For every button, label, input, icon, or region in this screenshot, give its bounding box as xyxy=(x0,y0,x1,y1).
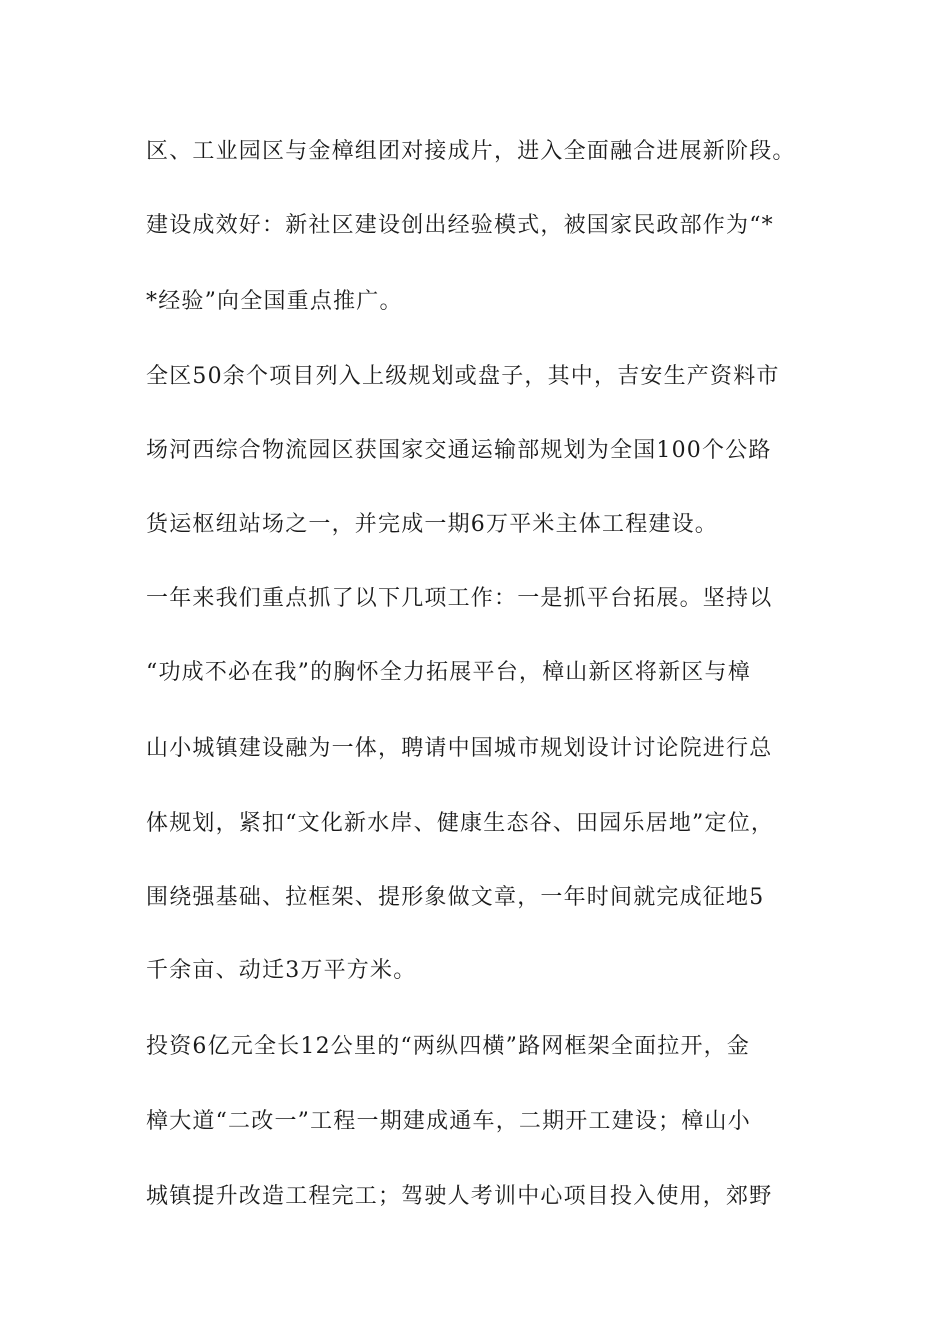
text-line: 一年来我们重点抓了以下几项工作：一是抓平台拓展。坚持以 xyxy=(146,586,773,611)
text-line: 千余亩、动迁3万平方米。 xyxy=(146,958,417,983)
text-line: 建设成效好：新社区建设创出经验模式，被国家民政部作为“* xyxy=(146,213,774,238)
text-line: 樟大道“二改一”工程一期建成通车，二期开工建设；樟山小 xyxy=(146,1109,751,1134)
text-line: *经验”向全国重点推广。 xyxy=(146,289,403,314)
text-line: 城镇提升改造工程完工；驾驶人考训中心项目投入使用，郊野 xyxy=(146,1184,773,1209)
text-line: 全区50余个项目列入上级规划或盘子，其中，吉安生产资料市 xyxy=(146,364,780,389)
text-line: 围绕强基础、拉框架、提形象做文章，一年时间就完成征地5 xyxy=(146,885,765,910)
text-line: 区、工业园区与金樟组团对接成片，进入全面融合进展新阶段。 xyxy=(146,139,796,164)
text-line: 货运枢纽站场之一，并完成一期6万平米主体工程建设。 xyxy=(146,512,718,537)
text-line: 体规划，紧扣“文化新水岸、健康生态谷、田园乐居地”定位， xyxy=(146,811,775,836)
text-line: 场河西综合物流园区获国家交通运输部规划为全国100个公路 xyxy=(146,438,772,463)
text-line: “功成不必在我”的胸怀全力拓展平台，樟山新区将新区与樟 xyxy=(146,660,751,685)
text-line: 山小城镇建设融为一体，聘请中国城市规划设计讨论院进行总 xyxy=(146,736,773,761)
text-line: 投资6亿元全长12公里的“两纵四横”路网框架全面拉开，金 xyxy=(146,1034,751,1059)
